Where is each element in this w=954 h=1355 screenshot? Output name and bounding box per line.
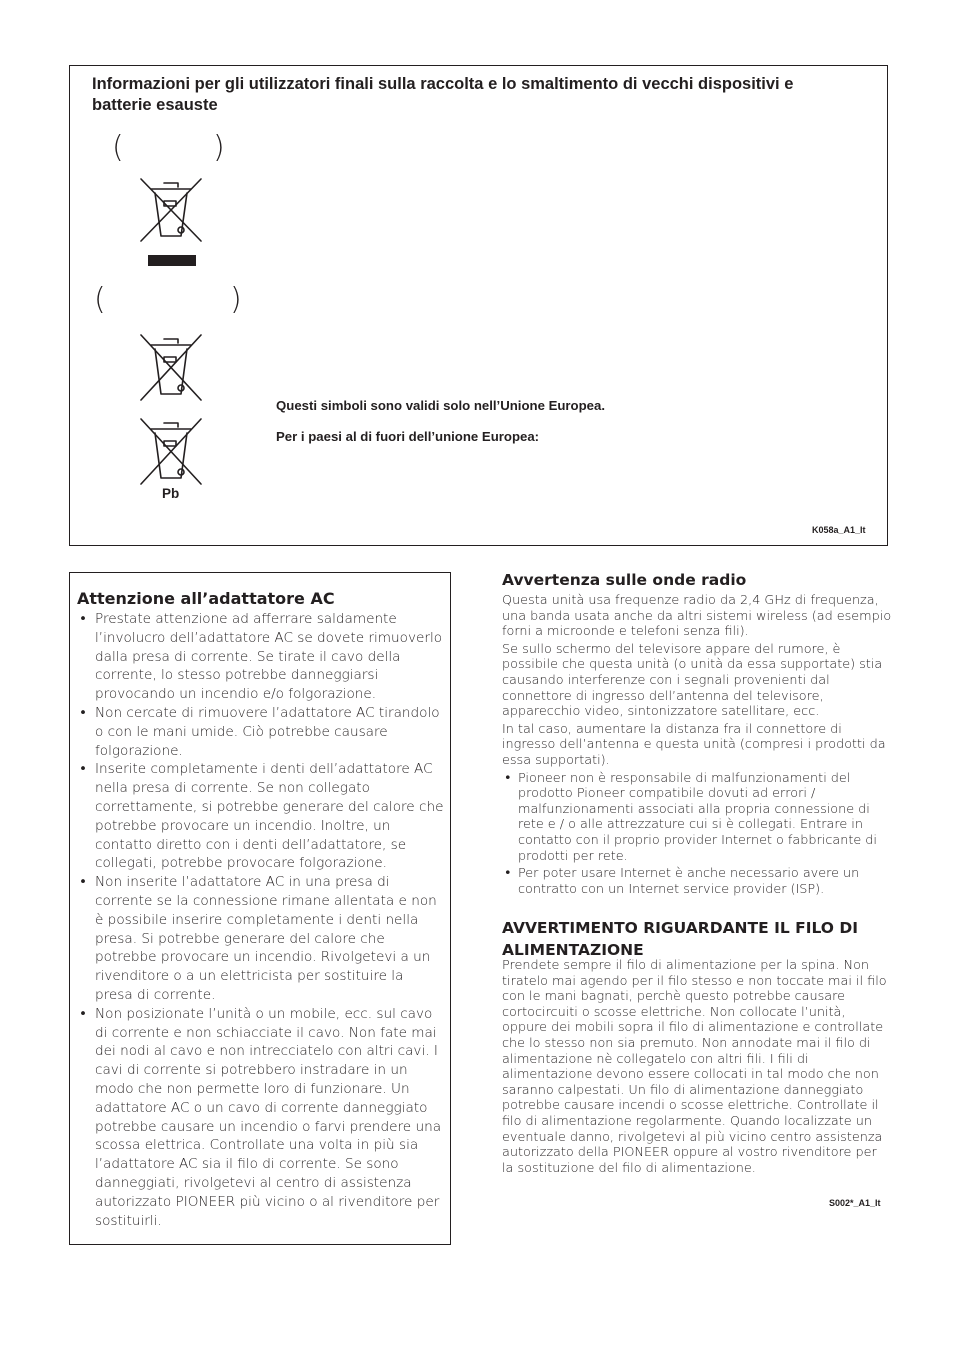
- crossed-bin-icon: [136, 332, 206, 404]
- radio-paragraph-1: Questa unità usa frequenze radio da 2,4 GHz di frequenza, una banda usata anche da altri sistemi wireless (ad esempio forni a microonde e telefoni senza fili).: [502, 593, 892, 640]
- disposal-info-title: Informazioni per gli utilizzatori finali sulla raccolta e lo smaltimento di vecchi dispositivi e batterie esauste: [92, 75, 794, 114]
- crossed-bin-with-bar-icon: [136, 176, 206, 268]
- list-item: • Inserite completamente i denti dell’adattatore AC nella presa di corrente. Se non collegato correttamente, si potrebbe generare del calore che potrebbe provocare un incendio. Inoltre, un contatto diretto con i denti dell’adattatore, se collegati, potrebbe provocare folgorazione.: [77, 760, 445, 873]
- list-item: • Non cercate di rimuovere l’adattatore AC tirandolo o con le mani umide. Ciò potrebbe causare folgorazione.: [77, 704, 445, 760]
- close-paren-2: ): [230, 282, 242, 317]
- radio-warning-title: Avvertenza sulle onde radio: [502, 571, 747, 589]
- radio-warning-body: [502, 593, 892, 897]
- open-paren-1: (: [112, 130, 124, 165]
- crossed-bin-pb-icon: [136, 416, 206, 488]
- close-paren-1: ): [213, 130, 225, 165]
- radio-paragraph-2: Se sullo schermo del televisore appare del rumore, è possibile che questa unità (o unità da essa supportate) stia causando interferenze con i segnali provenienti dal connettore di ingresso dell’antenna del televisore, apparecchio video, sintonizzatore satellitare, ecc.: [502, 641, 883, 720]
- eu-validity-text: Questi simboli sono validi solo nell’Unione Europea.: [276, 398, 606, 413]
- list-item: • Pioneer non è responsabile di malfunzionamenti del prodotto Pioneer compatibile dovuti ad errori / malfunzionamenti associati alla propria connessione di rete e / o alle attrezzature cui si è collegati. Entrare in contatto con il proprio provider Internet o fabbricante di prodotti per rete.: [502, 771, 892, 865]
- ac-adapter-list: [77, 610, 445, 1230]
- radio-paragraph-3: In tal caso, aumentare la distanza fra il connettore di ingresso dell’antenna e questa unità (compresi i prodotti da essa supportati).: [502, 721, 886, 768]
- power-cord-title: AVVERTIMENTO RIGUARDANTE IL FILO DI ALIMENTAZIONE: [502, 919, 859, 959]
- list-item: • Non inserite l’adattatore AC in una presa di corrente se la connessione rimane allentata e non è possibile inserire completamente i denti nella presa. Si potrebbe generare del calore che potrebbe provocare un incendio. Rivolgetevi a un rivenditore o a un elettricista per sostituire la presa di corrente.: [77, 873, 445, 1005]
- non-eu-text: Per i paesi al di fuori dell’unione Europea:: [276, 429, 540, 444]
- power-cord-body: Prendete sempre il filo di alimentazione per la spina. Non tiratelo mai agendo per il filo stesso e non toccate mai il filo con le mani bagnati, perchè questo potrebbe causare cortocircuiti o scosse elettriche. Non collocate l’unità, oppure dei mobili sopra il filo di alimentazione e controllate che lo stesso non sia premuto. Non annodate mai il filo di alimentazione nè collegatelo con altri fili. I fili di alimentazione devono essere collocati in tal modo che non saranno calpestati. Un filo di alimentazione danneggiato potrebbe causare incendi o scosse elettriche. Controllate il filo di alimentazione regolarmente. Quando localizzate un eventuale danno, rivolgetevi al più vicino centro assistenza autorizzato della PIONEER oppure al vostro rivenditore per la sostituzione del filo di alimentazione.: [502, 958, 887, 1176]
- doc-code-bottom: S002*_A1_It: [829, 1198, 881, 1208]
- doc-code-top: K058a_A1_It: [812, 525, 866, 535]
- list-item: • Non posizionate l’unità o un mobile, ecc. sul cavo di corrente e non schiacciate il cavo. Non fate mai dei nodi al cavo e non intrecciatelo con altri cavi. I cavi di corrente si potrebbero instradare in un modo che non permette loro di funzionare. Un adattatore AC o un cavo di corrente danneggiato potrebbe causare un incendio o farvi prendere una scossa elettrica. Controllate una volta in più sia l’adattatore AC sia il filo di corrente. Se sono danneggiati, rivolgetevi al centro di assistenza autorizzato PIONEER più vicino o al rivenditore per sostituirli.: [77, 1005, 445, 1231]
- radio-bullet-list: [502, 771, 892, 898]
- list-item: • Prestate attenzione ad afferrare saldamente l’involucro dell’adattatore AC se dovete rimuoverlo dalla presa di corrente. Se tirate il cavo della corrente, lo stesso potrebbe danneggiarsi provocando un incendio e/o folgorazione.: [77, 610, 445, 704]
- list-item: • Per poter usare Internet è anche necessario avere un contratto con un Internet service provider (ISP).: [502, 866, 892, 897]
- open-paren-2: (: [94, 282, 106, 317]
- pb-label: Pb: [162, 486, 180, 501]
- ac-adapter-title: Attenzione all’adattatore AC: [77, 589, 335, 608]
